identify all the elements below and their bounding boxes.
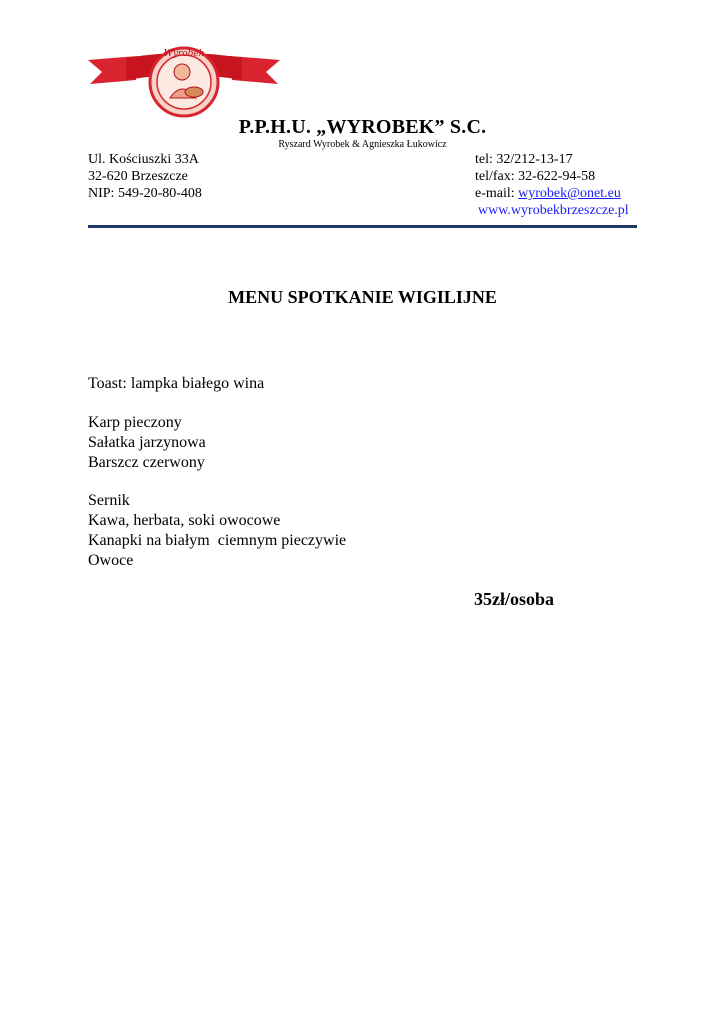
address-street: Ul. Kościuszki 33A: [88, 152, 199, 167]
contact-tel: tel: 32/212-13-17: [475, 152, 573, 167]
menu-item: Kawa, herbata, soki owocowe: [88, 512, 281, 529]
menu-item: Sałatka jarzynowa: [88, 434, 206, 451]
menu-item: Karp pieczony: [88, 414, 182, 431]
company-name: P.P.H.U. „WYROBEK” S.C.: [238, 116, 487, 138]
menu-item: Barszcz czerwony: [88, 454, 205, 471]
logo-text: Wyrobek: [163, 49, 205, 59]
menu-item: Sernik: [88, 492, 130, 509]
company-logo: [86, 42, 282, 118]
contact-email-row: [475, 185, 621, 203]
address-city: 32-620 Brzeszcze: [88, 169, 188, 184]
contact-telfax: tel/fax: 32-622-94-58: [475, 169, 596, 184]
website-link[interactable]: www.wyrobekbrzeszcze.pl: [478, 203, 629, 218]
address-nip: NIP: 549-20-80-408: [88, 186, 202, 201]
company-owners: Ryszard Wyrobek & Agnieszka Łukowicz: [278, 139, 447, 150]
header-divider: [88, 225, 637, 228]
menu-item: Owoce: [88, 552, 134, 569]
menu-item: Kanapki na białym ciemnym pieczywie: [88, 532, 347, 549]
email-label: e-mail:: [475, 186, 519, 201]
menu-title: MENU SPOTKANIE WIGILIJNE: [228, 287, 497, 307]
email-link[interactable]: wyrobek@onet.eu: [518, 186, 621, 201]
menu-price: 35zł/osoba: [474, 589, 555, 609]
menu-toast: Toast: lampka białego wina: [88, 375, 265, 392]
